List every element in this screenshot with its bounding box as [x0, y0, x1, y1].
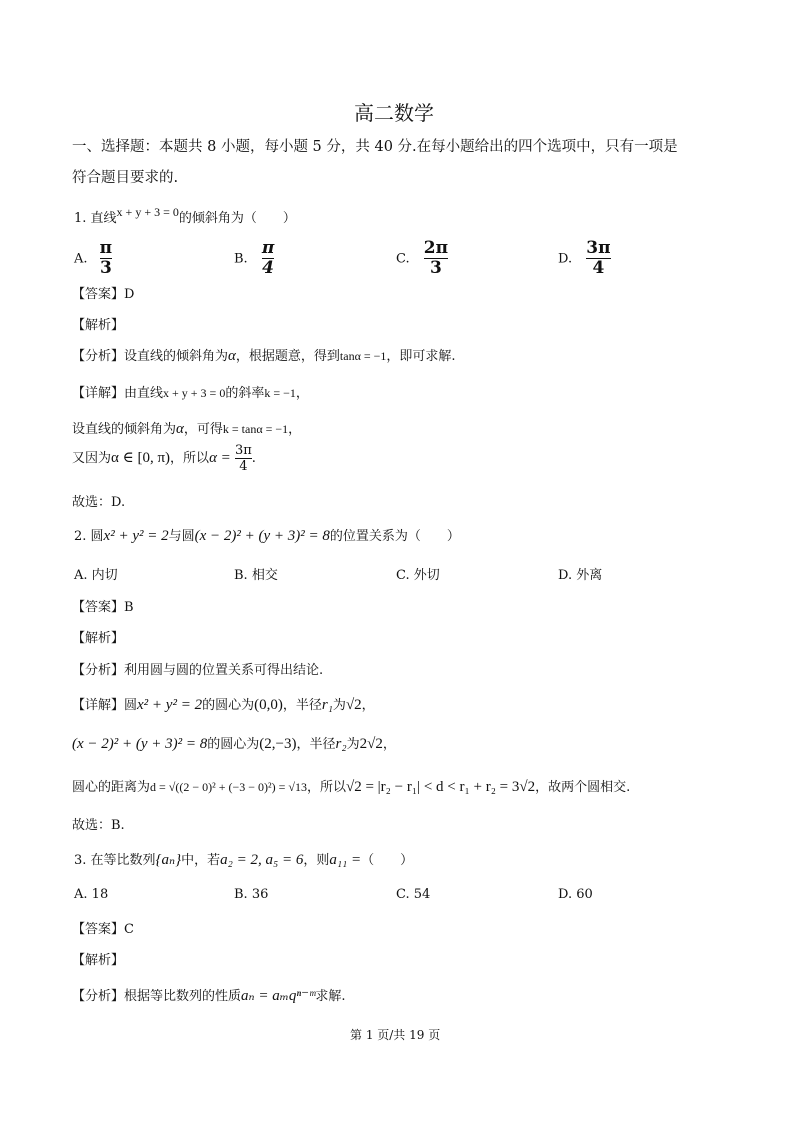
math: α =	[209, 450, 231, 467]
q3-option-d	[558, 887, 593, 902]
math: r₁	[321, 697, 333, 713]
text: ，根据题意，得到	[235, 349, 340, 364]
math: 2√2	[359, 736, 383, 752]
q1-option-d	[558, 240, 611, 278]
math: (x − 2)² + (y + 3)² = 8	[194, 528, 330, 544]
frac-num: 2π	[423, 238, 449, 258]
option-label: D.	[558, 887, 573, 902]
math: a₂ = 2, a₅ = 6	[220, 852, 304, 868]
text: 中，若	[181, 853, 221, 868]
text: 的斜率	[225, 386, 265, 401]
q3-fenxi	[72, 985, 345, 1005]
q1-answer: 【答案】D	[72, 287, 135, 302]
q1-xiangjie	[72, 382, 309, 401]
section-header-line1: 一、选择题：本题共 8 小题，每小题 5 分，共 40 分.在每小题给出的四个选项中，只有一项是	[72, 139, 678, 155]
q1-stem-prefix: 1. 直线	[74, 211, 117, 226]
text: 与圆	[168, 529, 195, 544]
text: ，所以	[170, 451, 210, 467]
math: a₁₁ =	[329, 852, 362, 868]
text: ，可得	[183, 422, 223, 437]
text: 为	[346, 737, 360, 752]
math: {aₙ}	[155, 852, 182, 868]
math: α ∈ [0, π)	[111, 450, 171, 467]
math: √2 = |r₂ − r₁| < d < r₁ + r₂ = 3√2	[345, 779, 536, 795]
q3-stem	[74, 849, 413, 869]
math: (0,0)	[254, 697, 283, 713]
math: (2,−3)	[259, 736, 297, 752]
option-text: 外离	[576, 568, 603, 583]
q2-option-b	[234, 564, 278, 583]
q2-line2	[72, 733, 396, 753]
option-text: 18	[91, 887, 109, 902]
text: （ ）	[361, 853, 414, 868]
frac-num: 3π	[234, 443, 252, 458]
frac-den: 4	[262, 257, 274, 278]
option-label: A.	[74, 251, 88, 267]
q1-conclusion: 故选：D.	[72, 495, 126, 510]
text: 的圆心为	[207, 737, 260, 752]
option-label: A.	[74, 887, 88, 902]
option-text: 外切	[413, 568, 440, 583]
page-title: 高二数学	[354, 101, 434, 125]
q3-option-b	[234, 887, 268, 902]
math: √2	[345, 697, 362, 713]
q2-fenxi: 【分析】利用圆与圆的位置关系可得出结论.	[72, 663, 324, 678]
q3-jiexi-label: 【解析】	[72, 953, 125, 968]
frac-num: π	[261, 238, 275, 258]
q1-option-b	[234, 240, 274, 278]
q1-line3	[72, 444, 256, 473]
option-label: B.	[234, 887, 248, 902]
frac-num: π	[99, 238, 113, 258]
q2-option-c	[396, 564, 440, 583]
option-label: B.	[234, 251, 248, 267]
page-footer: 第 1 页/共 19 页	[350, 1028, 441, 1042]
option-text: 36	[251, 887, 269, 902]
option-label: A.	[74, 568, 88, 583]
option-text: 内切	[91, 568, 118, 583]
q1-option-c	[396, 240, 448, 278]
q1-option-a	[74, 240, 112, 278]
math: d = √((2 − 0)² + (−3 − 0)²) = √13	[150, 780, 307, 794]
math: k = −1	[264, 386, 296, 400]
text: ，故两个圆相交.	[535, 780, 631, 795]
q2-stem	[74, 525, 460, 545]
option-label: B.	[234, 568, 248, 583]
q2-conclusion: 故选：B.	[72, 818, 125, 833]
frac-num: 3π	[586, 238, 611, 258]
text: ，即可求解.	[386, 349, 456, 364]
text: ，半径	[282, 698, 322, 713]
text: 【详解】圆	[72, 698, 138, 713]
math: x² + y² = 2	[103, 528, 169, 544]
text: 又因为	[72, 451, 112, 467]
text: ，	[361, 698, 375, 713]
q1-line2	[72, 418, 301, 438]
q1-fenxi	[72, 345, 456, 365]
text: ，	[288, 422, 302, 437]
math: tanα = −1	[339, 349, 387, 363]
q1-stem-equation: x + y + 3 = 0	[116, 205, 179, 219]
text: ，	[295, 386, 309, 401]
q2-answer: 【答案】B	[72, 600, 134, 615]
q3-answer: 【答案】C	[72, 922, 134, 937]
frac-den: 3	[99, 257, 112, 278]
text: 【分析】根据等比数列的性质	[72, 989, 242, 1004]
math: (x − 2)² + (y + 3)² = 8	[72, 736, 208, 752]
option-text: 相交	[251, 568, 278, 583]
text: 【详解】由直线	[72, 386, 164, 401]
text: 为	[332, 698, 346, 713]
text: ，	[382, 737, 396, 752]
math: x + y + 3 = 0	[163, 386, 226, 400]
section-header-line2: 符合题目要求的.	[72, 170, 179, 186]
option-label: C.	[396, 887, 410, 902]
text: .	[251, 451, 256, 467]
q1-jiexi-label: 【解析】	[72, 318, 125, 333]
math: α	[228, 348, 236, 364]
frac-den: 3	[424, 258, 448, 278]
text: 【分析】设直线的倾斜角为	[72, 349, 229, 364]
option-label: C.	[396, 568, 410, 583]
option-text: 54	[413, 887, 431, 902]
q1-stem-suffix: 的倾斜角为（ ）	[178, 211, 296, 226]
option-text: 60	[576, 887, 593, 902]
text: 的位置关系为（ ）	[329, 529, 460, 544]
text: 的圆心为	[202, 698, 255, 713]
text: ，半径	[296, 737, 336, 752]
q3-option-c	[396, 887, 430, 902]
math: α	[176, 421, 184, 437]
q2-option-d	[558, 564, 602, 583]
math: aₙ = aₘqⁿ⁻ᵐ	[241, 988, 316, 1004]
text: 2. 圆	[74, 529, 104, 544]
q2-option-a	[74, 564, 118, 583]
option-label: C.	[396, 251, 410, 267]
math: r₂	[335, 736, 347, 752]
q1-stem	[74, 207, 296, 226]
text: ，所以	[306, 780, 346, 795]
option-label: D.	[558, 568, 573, 583]
frac-den: 4	[235, 458, 252, 474]
text: 求解.	[315, 989, 346, 1004]
math: x² + y² = 2	[137, 697, 203, 713]
q2-xiangjie	[72, 694, 375, 714]
frac-den: 4	[586, 258, 610, 278]
q2-line3	[72, 776, 630, 796]
text: ，则	[303, 853, 330, 868]
math: k = tanα = −1	[222, 422, 289, 436]
text: 3. 在等比数列	[74, 853, 156, 868]
q3-option-a	[74, 887, 108, 902]
text: 圆心的距离为	[72, 780, 151, 795]
option-label: D.	[558, 251, 573, 267]
q2-jiexi-label: 【解析】	[72, 631, 125, 646]
text: 设直线的倾斜角为	[72, 422, 177, 437]
